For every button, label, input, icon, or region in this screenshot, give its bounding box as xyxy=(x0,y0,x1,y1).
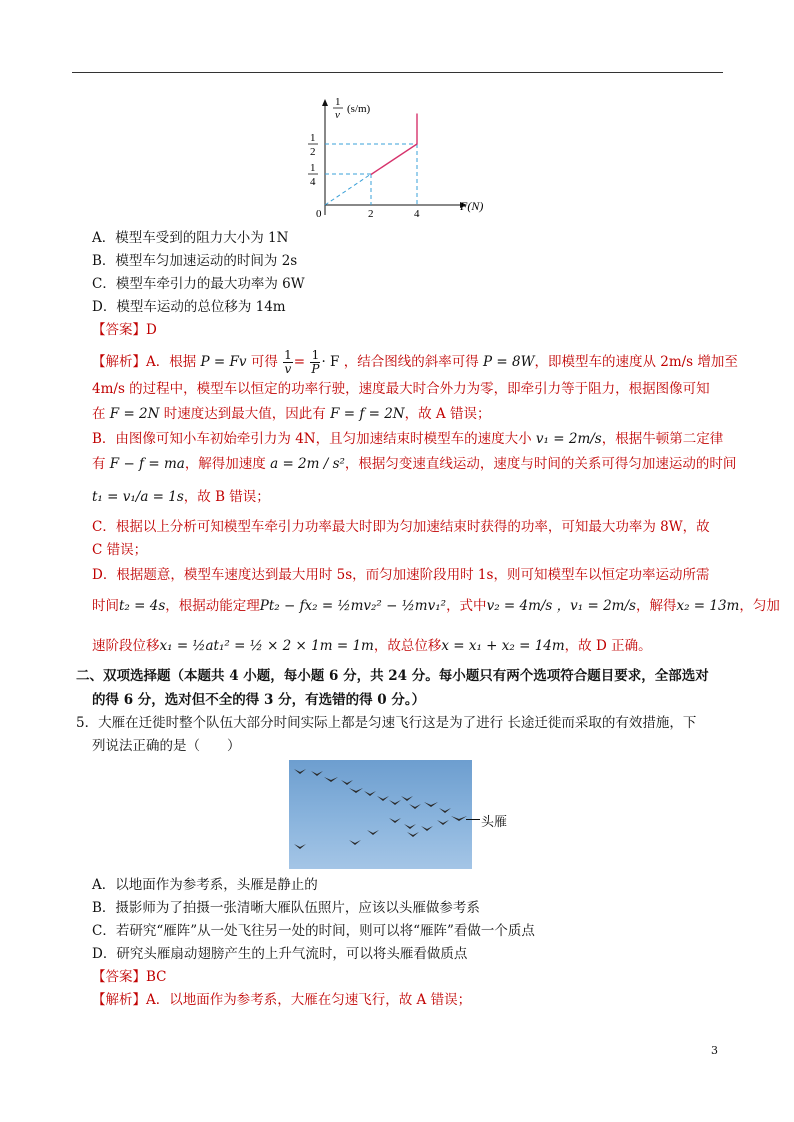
q4-analysis-d-line2: 时间t₂ = 4s，根据动能定理Pt₂ − fx₂ = ½mv₂² − ½mv₁²，式中v₂ = 4m/s ，v₁ = 2m/s，解得x₂ = 13m，匀加 xyxy=(92,598,780,614)
q4-analysis-a-line1: 【解析】A．根据 P = Fv 可得 $\frac{1}{v}$ = $\frac{1}{P}$ · F ，结合图线的斜率可得 P = 8W，即模型车的速度从 2m/s 增加至 xyxy=(92,348,738,376)
goose xyxy=(424,802,438,807)
q4-analysis-c-line2: C 错误； xyxy=(92,542,148,558)
section2-heading-line1: 二、双项选择题（本题共 4 小题，每小题 6 分，共 24 分。每小题只有两个选项符合题目要求，全部选对 xyxy=(76,668,709,684)
page-number: 3 xyxy=(711,1044,718,1057)
goose xyxy=(367,830,379,835)
geese-photo xyxy=(289,760,472,869)
goose xyxy=(311,771,323,776)
goose xyxy=(437,820,449,825)
a1-formula2: · F xyxy=(321,354,340,370)
goose xyxy=(349,840,361,845)
q4-option-d: D．模型车运动的总位移为 14m xyxy=(92,299,286,315)
q5-option-c: C．若研究“雁阵”从一处飞往另一处的时间，则可以将“雁阵”看做一个质点 xyxy=(92,923,535,939)
y-tick-quarter-den: 4 xyxy=(310,176,316,188)
a1-tail: ，即模型车的速度从 2m/s 增加至 xyxy=(534,354,738,370)
section2-heading-line2: 的得 6 分，选对但不全的得 3 分，有选错的得 0 分。） xyxy=(92,692,426,708)
goose xyxy=(404,824,416,829)
y-tick-quarter-num: 1 xyxy=(310,162,316,174)
goose xyxy=(389,800,401,805)
y-tick-half-num: 1 xyxy=(310,132,316,144)
y-axis-arrow xyxy=(322,99,328,106)
q5-stem-line1: 5．大雁在迁徙时整个队伍大部分时间实际上都是匀速飞行这是为了进行 长途迁徙而采取的有效措施，下 xyxy=(76,715,697,731)
q4-answer: 【答案】D xyxy=(92,322,157,338)
goose xyxy=(294,769,306,774)
goose xyxy=(421,826,433,831)
goose xyxy=(439,808,451,813)
q5-option-a: A．以地面作为参考系，头雁是静止的 xyxy=(92,877,318,893)
goose xyxy=(401,796,413,801)
q4-analysis-a-line3: 在 F = 2N 时速度达到最大值，因此有 F = f = 2N，故 A 错误； xyxy=(92,406,491,422)
goose xyxy=(409,804,421,809)
goose xyxy=(324,777,338,782)
lead-goose-callout-line xyxy=(466,819,480,820)
frac-1-over-P: $\frac{1}{P}$ xyxy=(311,348,320,376)
q4-option-b: B．模型车匀加速运动的时间为 2s xyxy=(92,253,298,269)
y-tick-half-den: 2 xyxy=(310,146,316,158)
goose xyxy=(341,780,353,785)
x-tick-4: 4 xyxy=(414,208,420,220)
q4-analysis-b-line1: B．由图像可知小车初始牵引力为 4N，且匀加速结束时模型车的速度大小 v₁ = 2m/s，根据牛顿第二定律 xyxy=(92,431,724,447)
goose xyxy=(407,832,419,837)
q4-analysis-c-line1: C．根据以上分析可知模型车牵引力功率最大时即为匀加速结束时获得的功率，可知最大功率为 8W，故 xyxy=(92,519,710,535)
goose xyxy=(377,796,389,801)
q4-option-c: C．模型车牵引力的最大功率为 6W xyxy=(92,276,305,292)
q5-analysis-a: 【解析】A．以地面作为参考系，大雁在匀速飞行，故 A 错误； xyxy=(92,992,472,1008)
goose xyxy=(389,818,401,823)
lead-goose-label: 头雁 xyxy=(481,815,508,830)
y-label-den: v xyxy=(335,109,340,121)
force-velocity-graph xyxy=(298,95,498,225)
q5-stem-line2: 列说法正确的是（ ） xyxy=(92,738,241,754)
x-tick-2: 2 xyxy=(368,208,374,220)
a1-post: ，结合图线的斜率可得 xyxy=(343,354,479,370)
frac-1-over-v: $\frac{1}{v}$ xyxy=(284,348,292,376)
q4-analysis-b-line2: 有 F − f = ma，解得加速度 a = 2m / s²，根据匀变速直线运动，速度与时间的关系可得匀加速运动的时间 xyxy=(92,456,737,472)
goose xyxy=(451,816,467,821)
q5-option-d: D．研究头雁扇动翅膀产生的上升气流时，可以将头雁看做质点 xyxy=(92,946,468,962)
analysis-tag: 【解析】 xyxy=(92,354,146,370)
guide-origin xyxy=(325,174,371,205)
q4-analysis-a-line2: 4m/s 的过程中，模型车以恒定的功率行驶，速度最大时合外力为零，即牵引力等于阻力，根据图像可知 xyxy=(92,381,710,397)
y-label-num: 1 xyxy=(335,96,341,108)
q4-analysis-b-line3: t₁ = v₁/a = 1s，故 B 错误； xyxy=(92,489,270,505)
q4-analysis-d-line3: 速阶段位移x₁ = ½at₁² = ½ × 2 × 1m = 1m，故总位移x = x₁ + x₂ = 14m，故 D 正确。 xyxy=(92,638,652,654)
q4-analysis-d-line1: D．根据题意，模型车速度达到最大用时 5s，而匀加速阶段用时 1s，则可知模型车以恒定功率运动所需 xyxy=(92,567,710,583)
goose xyxy=(349,788,363,793)
x-label: F(N) xyxy=(460,199,484,213)
a1-pre: A．根据 xyxy=(146,354,197,370)
a1-formula3: P = 8W xyxy=(483,354,535,370)
y-label-unit: (s/m) xyxy=(347,103,371,115)
header-rule xyxy=(72,72,723,73)
q5-option-b: B．摄影师为了拍摄一张清晰大雁队伍照片，应该以头雁做参考系 xyxy=(92,900,480,916)
q4-option-a: A．模型车受到的阻力大小为 1N xyxy=(92,230,289,246)
a1-formula1: P = Fv xyxy=(200,354,247,370)
goose xyxy=(364,791,376,796)
goose xyxy=(294,844,306,849)
origin-label: 0 xyxy=(316,208,322,220)
geese-flock-illustration xyxy=(289,760,472,869)
a1-mid: 可得 xyxy=(250,354,278,370)
q5-answer: 【答案】BC xyxy=(92,969,167,985)
